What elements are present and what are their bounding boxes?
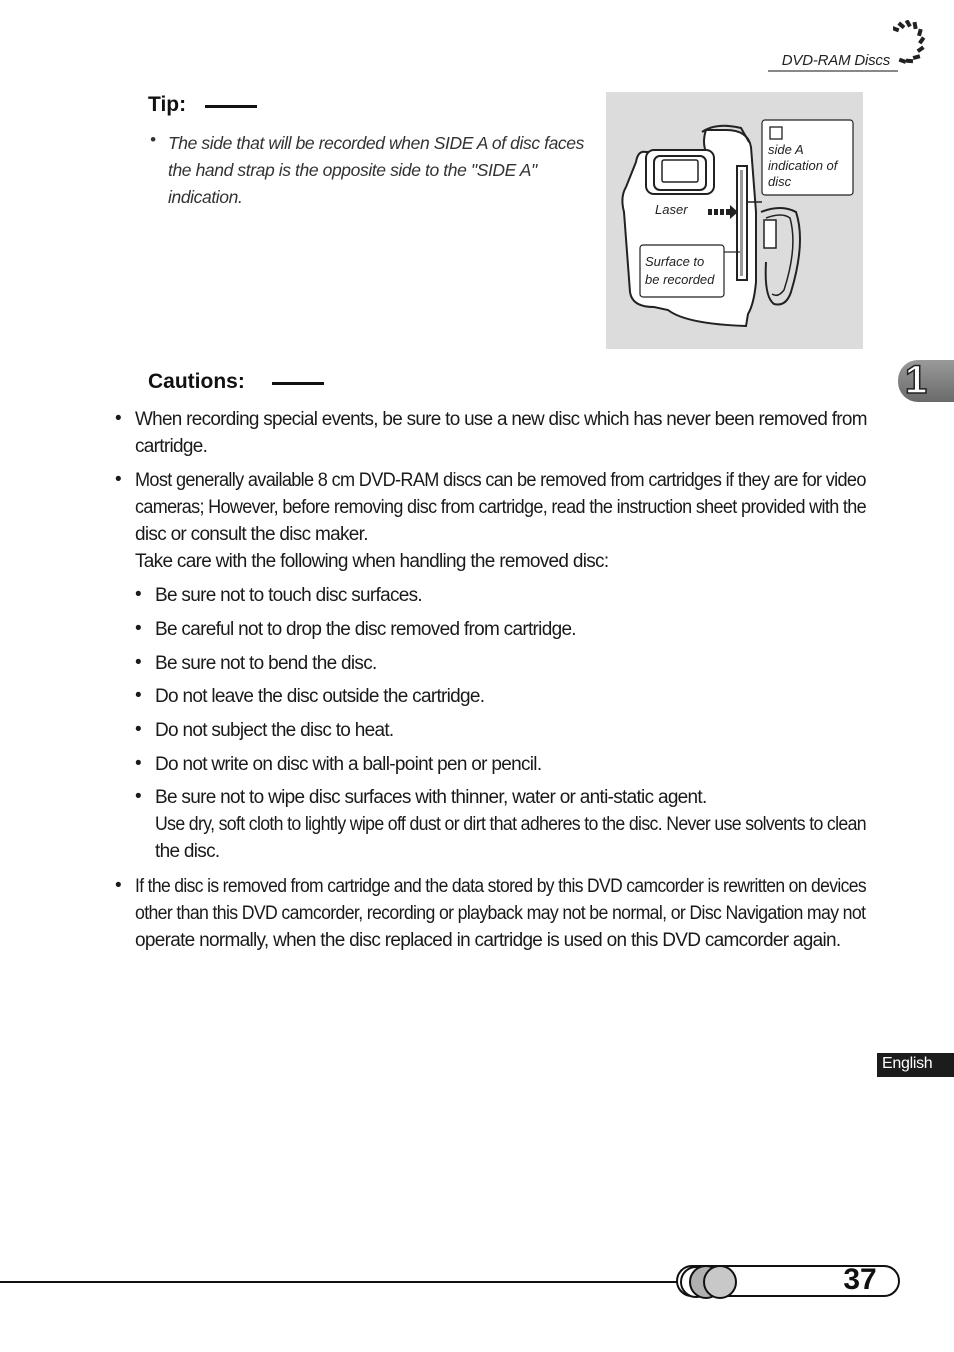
sub-item-3: Be sure not to bend the disc. [155, 653, 377, 674]
figure-label-surface: Surface to [645, 254, 705, 269]
figure-label-disc: disc [768, 174, 792, 189]
tip-heading-rule [205, 105, 257, 108]
caution-item-2-line-3: disc or consult the disc maker. [135, 524, 368, 545]
figure-label-side-a: side A [768, 142, 804, 157]
sub-bullet: • [135, 719, 142, 740]
sub-item-2: Be careful not to drop the disc removed from cartridge. [155, 619, 576, 640]
sub-bullet: • [135, 618, 142, 639]
sub-bullet: • [135, 652, 142, 673]
dotted-arc-ornament-icon [893, 20, 927, 72]
caution-item-3-line-2: other than this DVD camcorder, recording or playback may not be normal, or Disc Navigation may not [135, 903, 866, 924]
sub-bullet: • [135, 753, 142, 774]
caution-bullet: • [115, 469, 122, 490]
sub-bullet: • [135, 685, 142, 706]
section-title: DVD-RAM Discs [781, 52, 890, 69]
sub-item-7-cont-2: the disc. [155, 841, 220, 862]
tip-text: The side that will be recorded when SIDE A of disc faces the hand strap is the opposite side to the "SIDE A" indication. [168, 133, 584, 207]
caution-item-1-line-2: cartridge. [135, 436, 208, 457]
tip-bullet: • [150, 130, 156, 149]
camcorder-disc-illustration [606, 92, 863, 349]
figure-label-recorded: be recorded [645, 272, 715, 287]
chapter-number: 1 [904, 358, 928, 402]
sub-bullet: • [135, 786, 142, 807]
figure-label-laser: Laser [655, 202, 688, 217]
sub-item-4: Do not leave the disc outside the cartridge. [155, 686, 485, 707]
tip-heading: Tip: [148, 93, 187, 116]
sub-bullet: • [135, 584, 142, 605]
caution-item-3-line-1: If the disc is removed from cartridge and the data stored by this DVD camcorder is rewritten on devices [135, 876, 866, 897]
header-rule [768, 70, 898, 72]
overlapping-circles-icon [676, 1264, 746, 1300]
sub-item-5: Do not subject the disc to heat. [155, 720, 394, 741]
caution-item-1-line-1: When recording special events, be sure to use a new disc which has never been removed from [135, 409, 867, 430]
sub-item-7: Be sure not to wipe disc surfaces with thinner, water or anti-static agent. [155, 787, 707, 808]
language-label: English [882, 1055, 933, 1072]
cautions-heading: Cautions: [148, 370, 245, 393]
sub-item-1: Be sure not to touch disc surfaces. [155, 585, 422, 606]
caution-item-3-line-3: operate normally, when the disc replaced in cartridge is used on this DVD camcorder again. [135, 930, 841, 951]
caution-item-2-line-2: cameras; However, before removing disc from cartridge, read the instruction sheet provided with the [135, 497, 866, 518]
cautions-heading-rule [272, 382, 324, 385]
page-number: 37 [843, 1263, 877, 1296]
figure-label-indication: indication of [768, 158, 838, 173]
caution-item-2-line-1: Most generally available 8 cm DVD-RAM discs can be removed from cartridges if they are for video [135, 470, 866, 491]
caution-item-2-line-4: Take care with the following when handling the removed disc: [135, 551, 609, 572]
camcorder-figure [606, 92, 863, 349]
footer-rule [0, 1281, 690, 1283]
caution-bullet: • [115, 875, 122, 896]
sub-item-6: Do not write on disc with a ball-point pen or pencil. [155, 754, 542, 775]
sub-item-7-cont-1: Use dry, soft cloth to lightly wipe off dust or dirt that adheres to the disc. Never use solvents to clean [155, 814, 866, 835]
caution-bullet: • [115, 408, 122, 429]
